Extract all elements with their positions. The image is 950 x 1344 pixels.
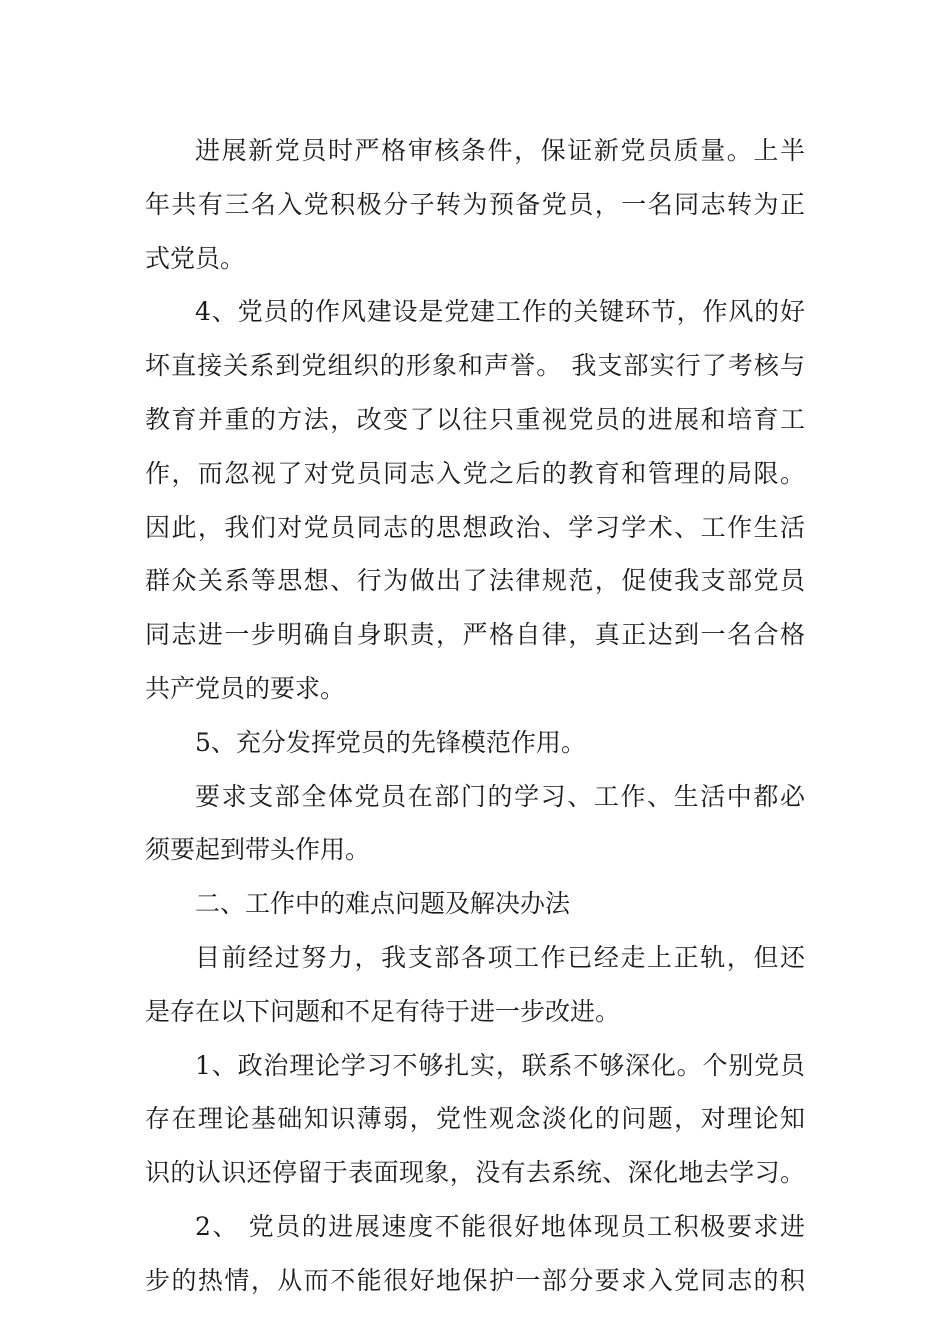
text-line: 因此，我们对党员同志的思想政治、学习学术、工作生活 — [145, 512, 805, 542]
text-line: 群众关系等思想、行为做出了法律规范，促使我支部党员 — [145, 566, 805, 596]
text-line: 存在理论基础知识薄弱，党性观念淡化的问题，对理论知 — [145, 1104, 805, 1134]
text-line: 目前经过努力，我支部各项工作已经走上正轨，但还 — [195, 942, 805, 972]
text-line: 要求支部全体党员在部门的学习、工作、生活中都必 — [195, 781, 805, 811]
text-line: 5、充分发挥党员的先锋模范作用。 — [195, 727, 586, 757]
section-heading: 二、工作中的难点问题及解决办法 — [195, 889, 571, 919]
text-line: 识的认识还停留于表面现象，没有去系统、深化地去学习。 — [145, 1158, 805, 1188]
text-line: 是存在以下问题和不足有待于进一步改进。 — [145, 996, 621, 1026]
text-line: 1、政治理论学习不够扎实，联系不够深化。个别党员 — [195, 1050, 805, 1080]
text-line: 作，而忽视了对党员同志入党之后的教育和管理的局限。 — [145, 458, 805, 488]
text-line: 须要起到带头作用。 — [145, 835, 371, 865]
text-line: 进展新党员时严格审核条件，保证新党员质量。上半 — [195, 136, 805, 165]
text-line: 教育并重的方法，改变了以往只重视党员的进展和培育工 — [145, 404, 805, 434]
text-line: 步的热情，从而不能很好地保护一部分要求入党同志的积 — [145, 1265, 805, 1295]
text-line: 共产党员的要求。 — [145, 673, 346, 703]
text-line: 同志进一步明确自身职责，严格自律，真正达到一名合格 — [145, 620, 805, 650]
text-line: 4、党员的作风建设是党建工作的关键环节，作风的好 — [195, 297, 805, 327]
text-line: 年共有三名入党积极分子转为预备党员，一名同志转为正 — [145, 189, 805, 219]
text-line: 坏直接关系到党组织的形象和声誉。 我支部实行了考核与 — [145, 351, 805, 381]
text-line: 2、 党员的进展速度不能很好地体现员工积极要求进 — [195, 1211, 805, 1241]
text-line: 式党员。 — [145, 243, 246, 273]
document-body — [145, 124, 805, 1308]
